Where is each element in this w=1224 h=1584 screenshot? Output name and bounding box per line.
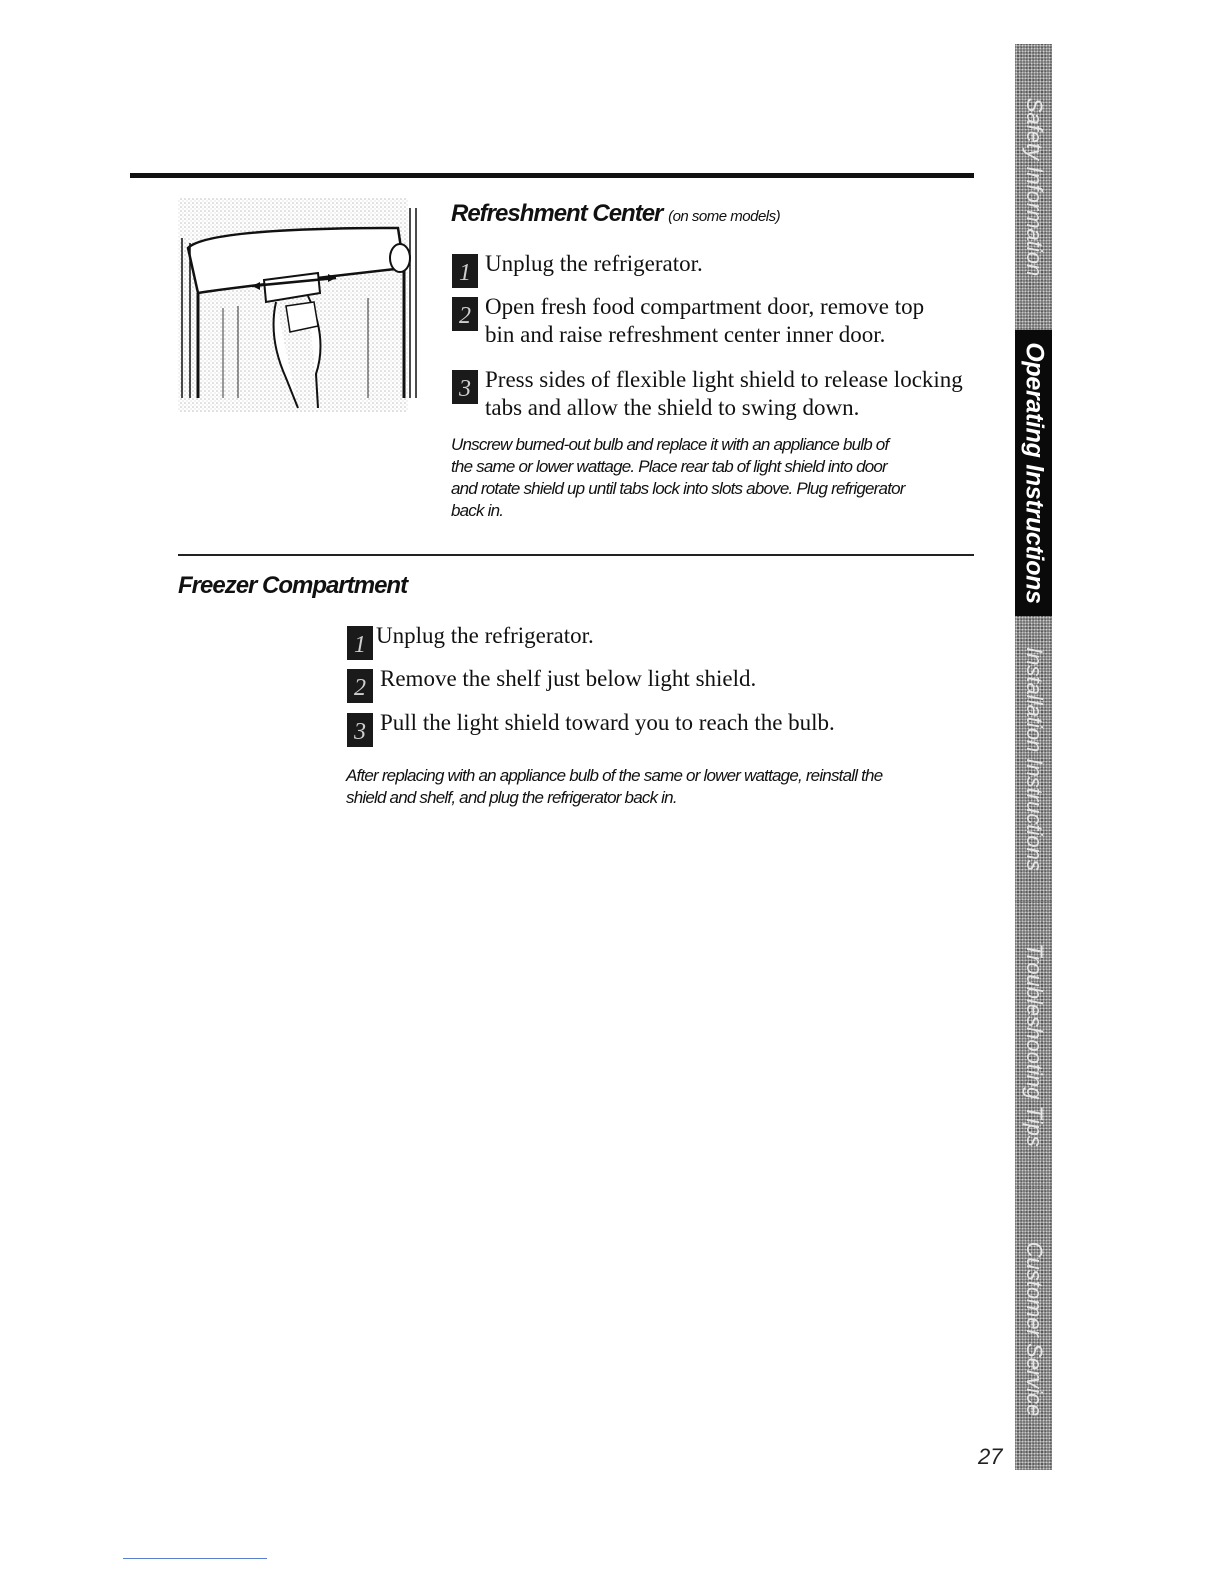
fc-step-1-text: Unplug the refrigerator. (376, 623, 594, 648)
step-number-1-icon (347, 626, 373, 660)
step-number-2-icon (347, 669, 373, 703)
top-rule (130, 173, 974, 178)
rc-step-3-line-2: tabs and allow the shield to swing down. (485, 395, 860, 420)
svg-text:1: 1 (459, 260, 471, 286)
section-tabs (1015, 44, 1052, 1470)
step-number-3-icon (347, 713, 373, 747)
rc-step-3-line-1: Press sides of flexible light shield to release locking (485, 367, 963, 392)
svg-text:3: 3 (354, 719, 366, 745)
refreshment-center-illustration (168, 198, 420, 412)
tab-safety-information-label: Safety Information (1021, 97, 1047, 277)
section-divider (178, 554, 974, 556)
refreshment-center-title: Refreshment Center (451, 200, 663, 227)
svg-text:2: 2 (459, 303, 471, 329)
refreshment-center-note: Unscrew burned-out bulb and replace it with an appliance bulb of the same or lower wattage. Place rear tab of light shield into door and rotate shield up until tabs lock into slots above. Plug refrigerator back in. (451, 435, 905, 520)
tab-installation-instructions[interactable] (1015, 616, 1052, 902)
rc-step-1-text: Unplug the refrigerator. (485, 251, 703, 276)
freezer-compartment-title: Freezer Compartment (178, 572, 408, 599)
tab-operating-instructions-label: Operating Instructions (1020, 342, 1048, 604)
svg-text:3: 3 (459, 376, 471, 402)
tab-installation-instructions-label: Installation Instructions (1021, 647, 1047, 871)
fc-step-3-text: Pull the light shield toward you to reach the bulb. (380, 710, 835, 735)
tab-customer-service[interactable] (1015, 1188, 1052, 1470)
rc-step-2-line-1: Open fresh food compartment door, remove top (485, 294, 925, 319)
step-number-3-icon (452, 370, 478, 404)
tab-customer-service-label: Customer Service (1021, 1241, 1047, 1417)
tab-safety-information[interactable] (1015, 44, 1052, 330)
step-number-1-icon (452, 254, 478, 288)
svg-text:1: 1 (354, 632, 366, 658)
step-number-2-icon (452, 297, 478, 331)
footer-line (123, 1558, 267, 1559)
rc-step-2-line-2: bin and raise refreshment center inner door. (485, 322, 886, 347)
freezer-compartment-note: After replacing with an appliance bulb of the same or lower wattage, reinstall the shield and shelf, and plug the refrigerator back in. (346, 766, 883, 807)
refreshment-center-heading (451, 200, 780, 228)
tab-operating-instructions[interactable] (1015, 330, 1052, 616)
tab-troubleshooting-tips-label: Troubleshooting Tips (1021, 943, 1047, 1147)
svg-text:2: 2 (354, 675, 366, 701)
refreshment-center-subtitle: (on some models) (668, 208, 781, 225)
page-number: 27 (978, 1444, 1003, 1469)
tab-troubleshooting-tips[interactable] (1015, 902, 1052, 1188)
fc-step-2-text: Remove the shelf just below light shield. (380, 666, 757, 691)
